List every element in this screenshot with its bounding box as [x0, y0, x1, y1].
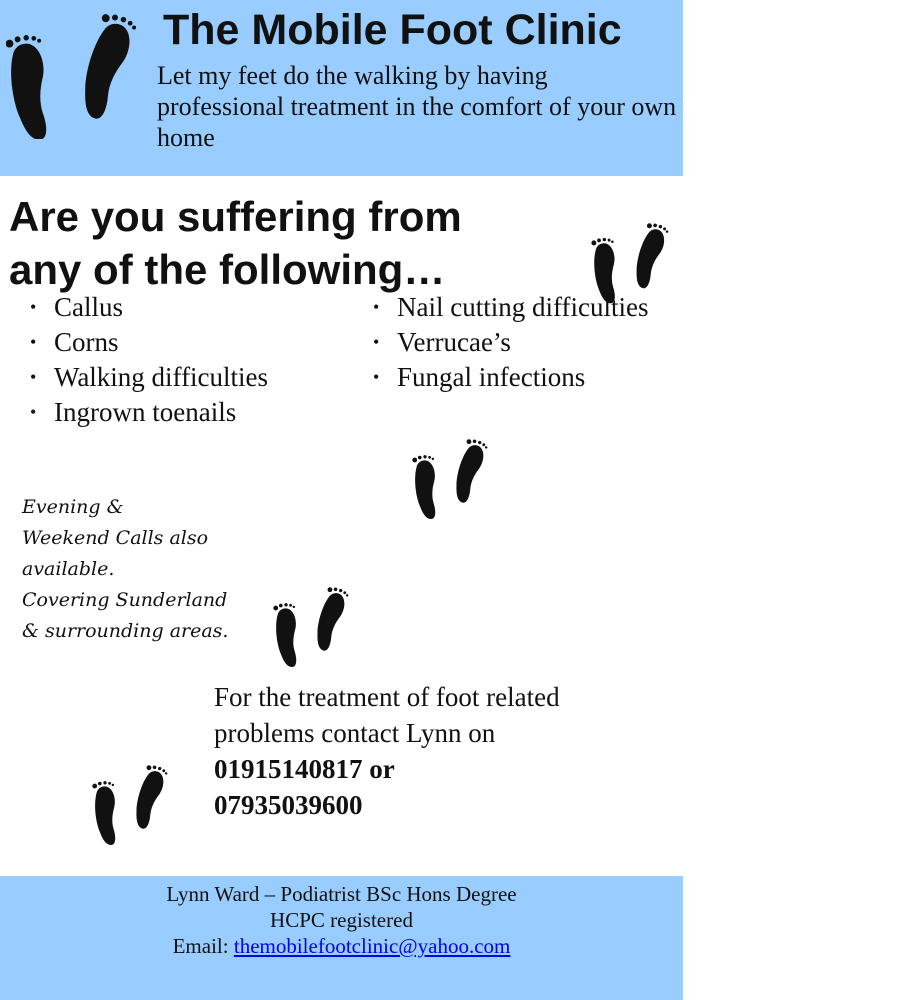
list-item: • Callus	[28, 290, 348, 325]
tagline: Let my feet do the walking by having professional treatment in the comfort of your own home	[157, 61, 677, 152]
phone-number: 07935039600	[214, 790, 363, 820]
footprints-icon	[6, 4, 141, 139]
question-heading: Are you suffering from any of the following…	[9, 193, 462, 293]
footer-registration: HCPC registered	[270, 908, 413, 932]
contact-text: For the treatment of foot related problems contact Lynn on	[214, 682, 560, 748]
footer-email-line	[0, 933, 683, 959]
list-item: • Walking difficulties	[28, 360, 348, 395]
contact-info	[214, 679, 634, 823]
list-item: • Corns	[28, 325, 348, 360]
conditions-list-right	[371, 290, 661, 395]
footprints-icon	[86, 764, 176, 846]
footprints-icon	[268, 586, 356, 668]
header-banner	[0, 0, 683, 176]
footer-credentials: Lynn Ward – Podiatrist BSc Hons Degree	[166, 882, 517, 906]
page-title: The Mobile Foot Clinic	[163, 6, 622, 54]
list-item: • Ingrown toenails	[28, 395, 348, 430]
list-item: • Fungal infections	[371, 360, 661, 395]
email-link[interactable]: themobilefootclinic@yahoo.com	[233, 934, 511, 958]
availability-note: Evening & Weekend Calls also available. Covering Sunderland & surrounding areas.	[22, 496, 229, 642]
email-label: Email:	[172, 934, 229, 958]
conditions-list-left	[28, 290, 348, 430]
footer-banner	[0, 876, 683, 1000]
footprints-icon	[406, 438, 496, 520]
phone-number: 01915140817 or	[214, 754, 395, 784]
list-item: • Nail cutting difficulties	[371, 290, 661, 325]
list-item: • Verrucae’s	[371, 325, 661, 360]
